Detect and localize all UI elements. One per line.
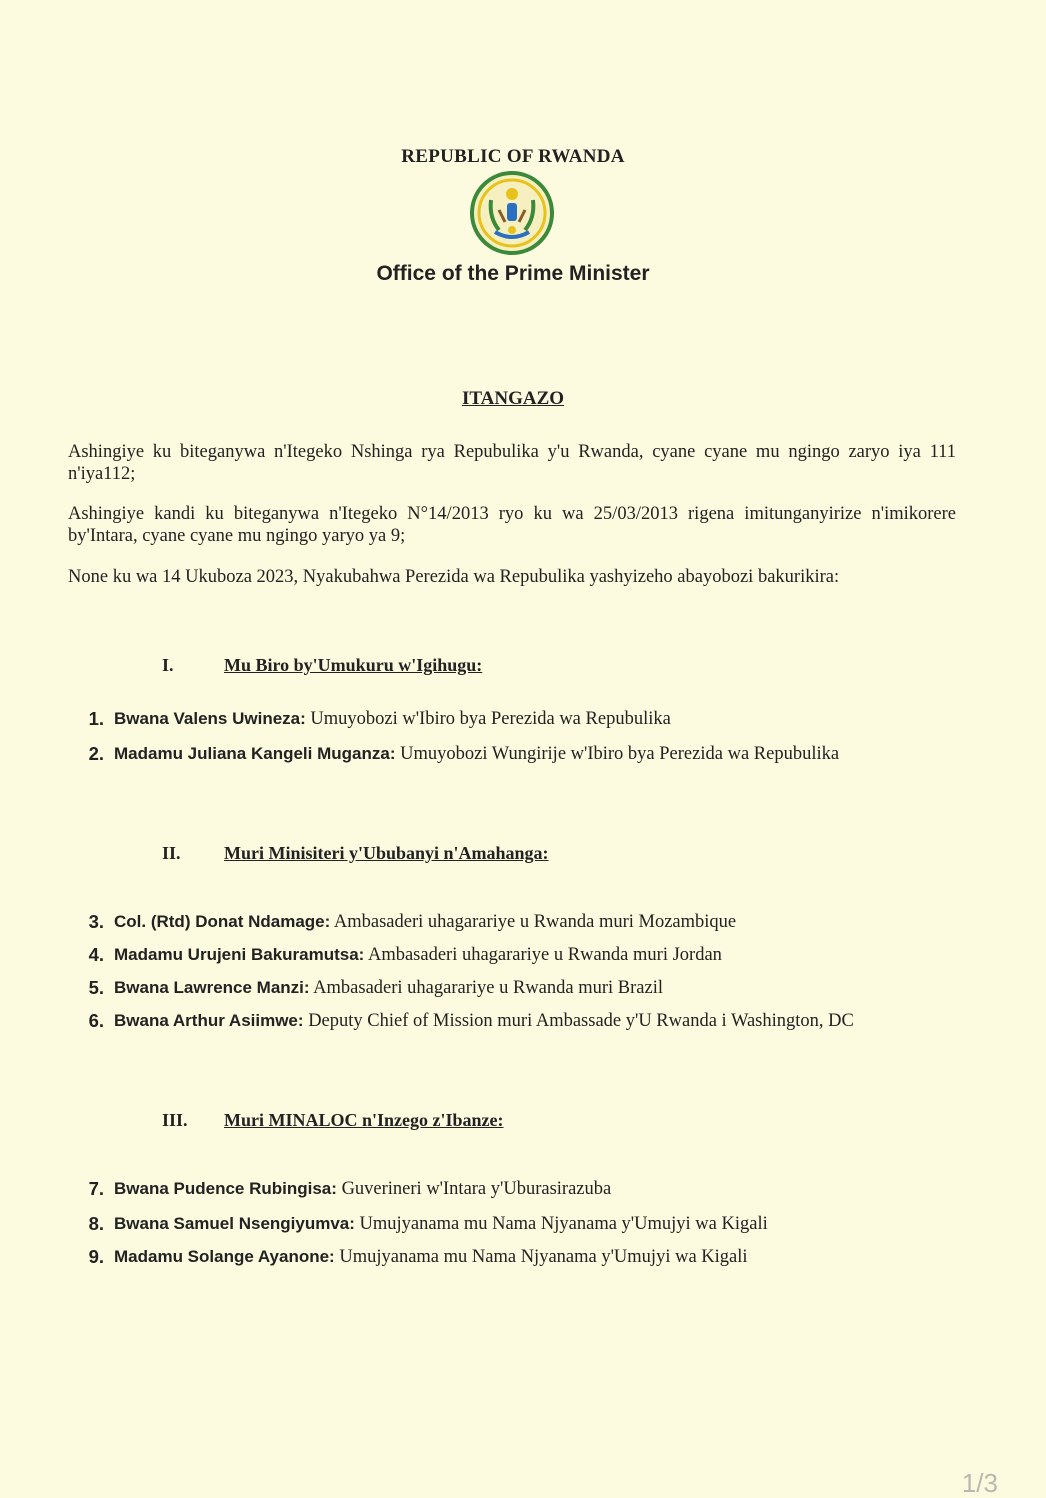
- appointment-item: [80, 973, 900, 1003]
- appointee-role: Ambasaderi uhagarariye u Rwanda muri Jordan: [367, 945, 722, 965]
- header-office: Office of the Prime Minister: [376, 262, 650, 285]
- item-number: 1.: [88, 708, 104, 729]
- item-number: 6.: [88, 1010, 104, 1031]
- appointee-role: Ambasaderi uhagarariye u Rwanda muri Mozambique: [333, 912, 737, 932]
- section-numeral: II.: [162, 843, 181, 863]
- appointee-name: Col. (Rtd) Donat Ndamage:: [114, 912, 331, 931]
- item-number: 5.: [88, 977, 104, 998]
- appointee-name: Madamu Solange Ayanone:: [114, 1247, 335, 1266]
- appointee-name: Bwana Arthur Asiimwe:: [114, 1011, 304, 1030]
- item-number: 3.: [88, 911, 104, 932]
- section-numeral: III.: [162, 1110, 188, 1130]
- item-number: 2.: [88, 743, 104, 764]
- section-title: Muri Minisiteri y'Ububanyi n'Amahanga:: [224, 843, 549, 863]
- appointment-item: [80, 1242, 900, 1272]
- appointee-role: Umuyobozi w'Ibiro bya Perezida wa Repubulika: [310, 709, 671, 729]
- item-number: 9.: [88, 1246, 104, 1267]
- header-country: REPUBLIC OF RWANDA: [401, 146, 625, 167]
- appointment-item: [80, 1174, 900, 1204]
- item-number: 7.: [88, 1178, 104, 1199]
- appointee-role: Guverineri w'Intara y'Uburasirazuba: [341, 1179, 612, 1199]
- section-title: Muri MINALOC n'Inzego z'Ibanze:: [224, 1110, 504, 1130]
- appointment-item: [80, 907, 900, 937]
- item-number: 8.: [88, 1213, 104, 1234]
- document-title: ITANGAZO: [461, 388, 565, 409]
- preamble-paragraph-2: Ashingiye kandi ku biteganywa n'Itegeko N°14/2013 ryo ku wa 25/03/2013 rigena imitunganyirize n'imikorere by'Intara, cyane cyane mu ngingo yaryo ya 9;: [68, 504, 956, 546]
- page-indicator: 1/3: [961, 1468, 998, 1498]
- appointee-name: Madamu Juliana Kangeli Muganza:: [114, 744, 396, 763]
- appointee-name: Madamu Urujeni Bakuramutsa:: [114, 945, 365, 964]
- preamble-paragraph-3: None ku wa 14 Ukuboza 2023, Nyakubahwa Perezida wa Repubulika yashyizeho abayobozi bakurikira:: [68, 567, 840, 587]
- rwanda-coat-of-arms-icon: [469, 170, 555, 256]
- item-number: 4.: [88, 944, 104, 965]
- appointee-role: Umuyobozi Wungirije w'Ibiro bya Perezida wa Repubulika: [400, 744, 840, 764]
- appointment-item: [80, 1006, 900, 1036]
- section-numeral: I.: [162, 655, 174, 675]
- appointee-name: Bwana Pudence Rubingisa:: [114, 1179, 337, 1198]
- appointee-role: Deputy Chief of Mission muri Ambassade y'U Rwanda i Washington, DC: [308, 1011, 854, 1031]
- appointee-role: Ambasaderi uhagarariye u Rwanda muri Brazil: [313, 978, 664, 998]
- appointee-name: Bwana Samuel Nsengiyumva:: [114, 1214, 355, 1233]
- appointee-name: Bwana Valens Uwineza:: [114, 709, 306, 728]
- appointment-item: [80, 1209, 900, 1239]
- appointee-role: Umujyanama mu Nama Njyanama y'Umujyi wa Kigali: [339, 1247, 748, 1267]
- preamble-paragraph-1: Ashingiye ku biteganywa n'Itegeko Nshinga rya Repubulika y'u Rwanda, cyane cyane mu ngingo zaryo iya 111 n'iya112;: [68, 442, 956, 484]
- appointee-name: Bwana Lawrence Manzi:: [114, 978, 310, 997]
- appointment-item: [80, 940, 900, 970]
- appointment-item: [80, 739, 900, 769]
- appointee-role: Umujyanama mu Nama Njyanama y'Umujyi wa Kigali: [359, 1214, 768, 1234]
- section-title: Mu Biro by'Umukuru w'Igihugu:: [224, 655, 483, 675]
- appointment-item: [80, 704, 900, 734]
